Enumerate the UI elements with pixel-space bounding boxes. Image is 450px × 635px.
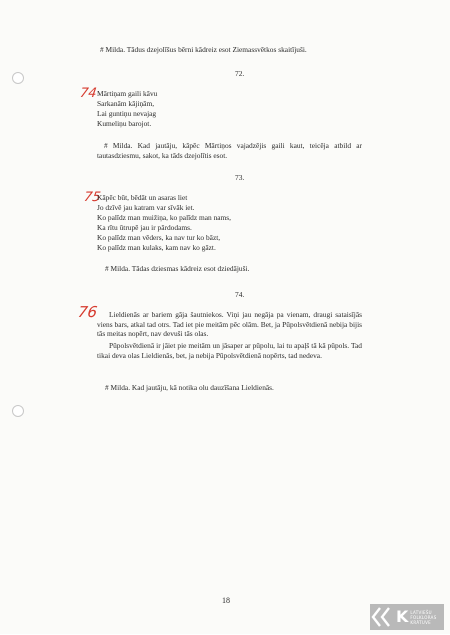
informant-note-72: # Milda. Kad jautāju, kāpēc Mārtiņos vajadzējis gaili kaut, teicēja atbild ar tautasdziesmu, sakot, ka tāds dzejolītis esot. xyxy=(97,141,362,160)
verse-line: Lai guntiņu nevajag xyxy=(97,109,157,118)
verse-line: Mārtiņam gaili kāvu xyxy=(97,89,158,98)
narrative-paragraph-1: Lieldienās ar bariem gāja šautniekos. Viņi jau negāja pa vienam, draugi sataisījās viens bars, atkal tad otrs. Tad iet pie meitām pēc olām. Bet, ja Pūpolsvētdienā nebija bijis tās meitas nopērt, nav devuši tās olas. xyxy=(97,310,362,339)
verse-line: Ko palīdz man vēders, ka nav tur ko bāzt, xyxy=(97,233,221,242)
verse-line: Sarkanām kājiņām, xyxy=(97,99,155,108)
narrative-paragraph-2: Pūpolsvētdienā ir jāiet pie meitām un jāsaper ar pūpolu, lai tu apaļš tā kā pūpols. Tad tikai deva olas Lieldienās, bet, ja nebija Pūpolsvētdienā nopērts, tad nedeva. xyxy=(97,341,362,360)
entry-number-74: 74. xyxy=(235,290,245,299)
handwritten-number-75: 75 xyxy=(82,190,102,205)
page-number: 18 xyxy=(222,596,230,605)
chevron-logo-icon xyxy=(370,604,394,630)
verse-line: Ko palīdz man muižiņa, ko palīdz man nams, xyxy=(97,213,232,222)
logo-letter: K xyxy=(396,607,409,626)
verse-line: Kumeliņu barojot. xyxy=(97,119,152,128)
handwritten-number-74: 74 xyxy=(78,86,98,101)
verse-line: Ko palīdz man kulaks, kam nav ko gāzt. xyxy=(97,243,216,252)
punch-hole xyxy=(12,405,24,417)
verse-line: Kāpēc būt, bēdāt un asaras liet xyxy=(97,193,188,202)
informant-note-73: # Milda. Tādas dziesmas kādreiz esot dziedājuši. xyxy=(105,264,250,273)
handwritten-number-76: 76 xyxy=(76,303,99,321)
top-note: # Milda. Tādus dzejolīšus bērni kādreiz esot Ziemassvētkos skaitījuši. xyxy=(100,45,307,54)
informant-note-74: # Milda. Kad jautāju, kā notika olu dauzīšana Lieldienās. xyxy=(105,383,274,392)
logo-caption: LATVIEŠU FOLKLORAS KRĀTUVE xyxy=(410,609,437,625)
entry-number-72: 72. xyxy=(235,69,245,78)
verse-line: Jo dzīvē jau katram var sīvāk iet. xyxy=(97,203,195,212)
verse-line: Ka rītu ūtrupē jau ir pārdodams. xyxy=(97,223,192,232)
entry-number-73: 73. xyxy=(235,173,245,182)
punch-hole xyxy=(12,72,24,84)
archive-logo-stamp xyxy=(370,604,444,630)
